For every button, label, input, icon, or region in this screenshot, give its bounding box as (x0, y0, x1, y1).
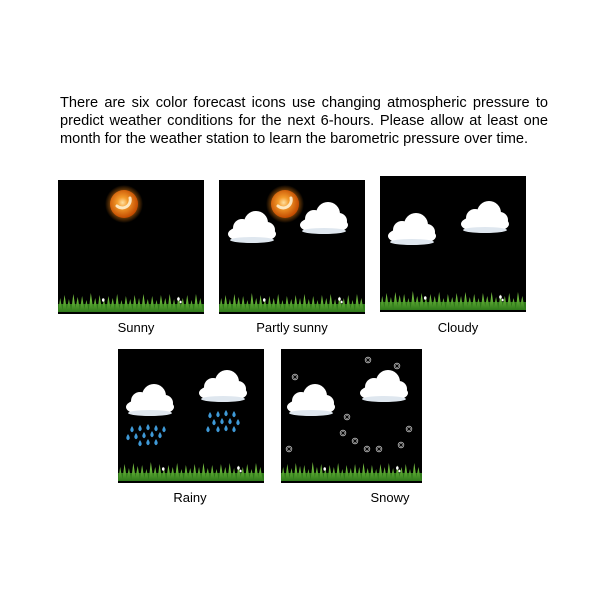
rainy-panel (118, 349, 264, 483)
rainy-label: Rainy (173, 490, 207, 505)
cloudy-panel (380, 176, 526, 312)
partly-sunny-label: Partly sunny (256, 320, 328, 335)
snowy-panel (281, 349, 422, 483)
sunny-panel (58, 180, 204, 314)
rainy-icon (118, 349, 264, 483)
partly-sunny-panel (219, 180, 365, 314)
cloudy-icon (380, 176, 526, 312)
intro-paragraph: There are six color forecast icons use changing atmospheric pressure to predict weather conditions for the next 6-hours. Please allow at least one month for the weather station to learn the barometric pressure over time. (60, 95, 548, 147)
snowy-icon (281, 349, 422, 483)
sunny-label: Sunny (117, 320, 155, 335)
cloudy-label: Cloudy (437, 320, 479, 335)
snowy-label: Snowy (370, 490, 410, 505)
sunny-icon (58, 180, 204, 314)
partly-sunny-icon (219, 180, 365, 314)
